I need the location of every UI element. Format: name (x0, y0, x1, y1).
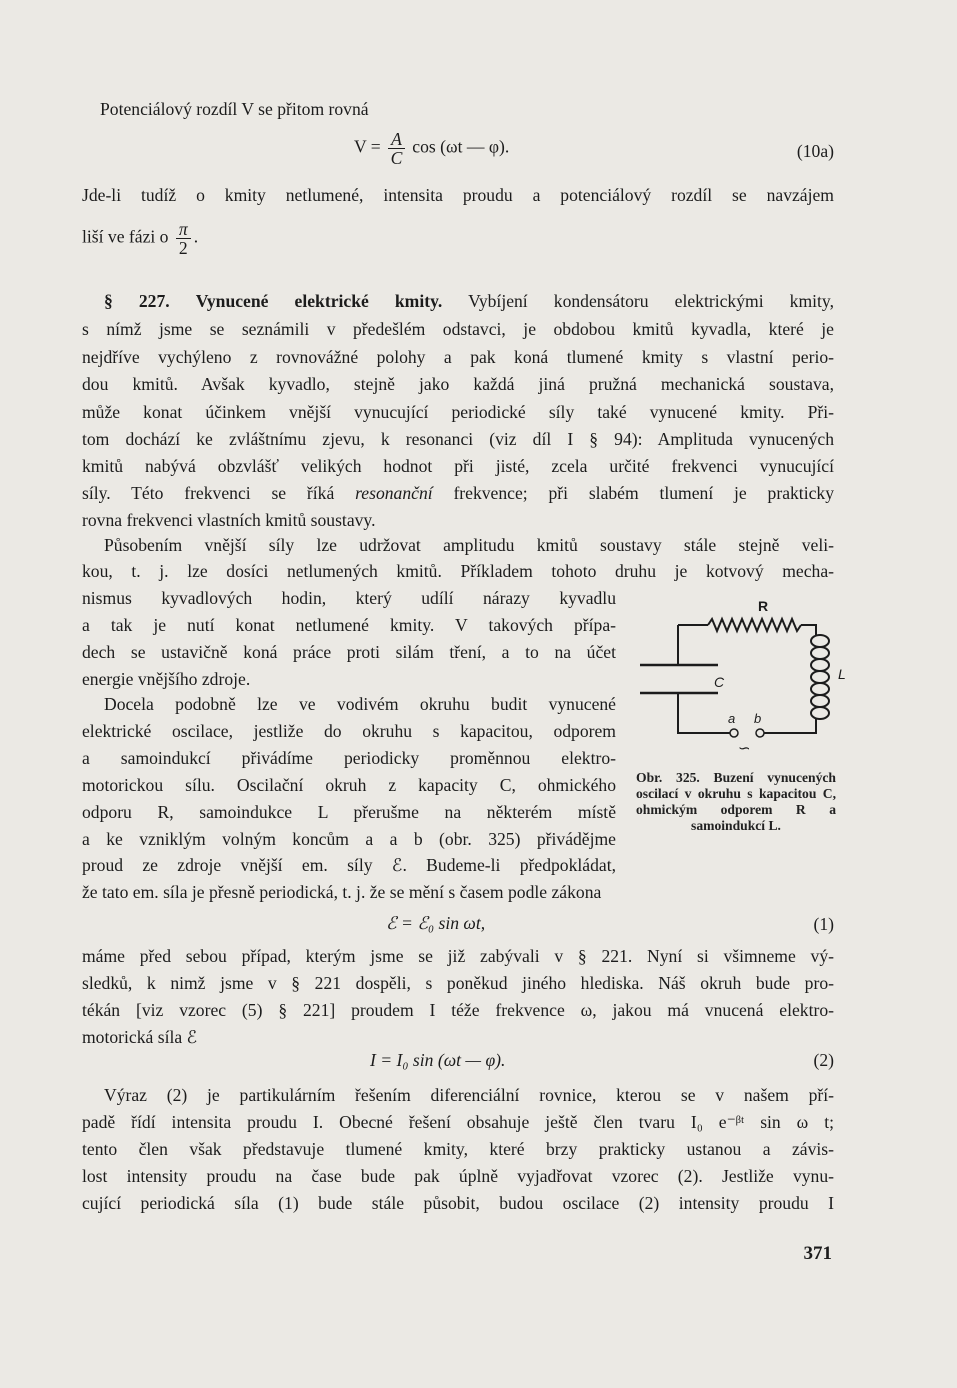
equation-number: (1) (813, 914, 834, 934)
label-a: a (728, 711, 736, 726)
text-fragment: . (193, 226, 199, 247)
text-line: energie vnějšího zdroje. (82, 669, 251, 689)
italic-term: resonanční (355, 483, 433, 503)
equation-10a (354, 130, 509, 167)
text-line: dech se ustavičně koná práce proti silám tření, a to na účet (82, 642, 616, 662)
label-L: L (838, 666, 846, 682)
text-line: a samoindukcí přivádíme periodicky proměnnou elektro- (82, 748, 616, 768)
text-line: cující periodická síla (1) bude stále působit, budou oscilace (2) intensity proudu I (82, 1193, 834, 1213)
text-line: tento člen však představuje tlumené kmity, které brzy prakticky ustanou a závis- (82, 1139, 834, 1159)
text-line: a ke vzniklým volným koncům a a b (obr. 325) přivádějme (82, 829, 616, 849)
page-number: 371 (803, 1243, 832, 1264)
text-line: rovna frekvenci vlastních kmitů soustavy. (82, 510, 376, 530)
label-R: R (758, 598, 769, 614)
section-heading-line (104, 289, 834, 313)
text-line: odporu R, samoindukce L přerušme na některém místě (82, 802, 616, 822)
equation-1: ℰ = ℰ₀ sin ωt, (386, 913, 486, 933)
text-fragment: síly. Této frekvenci se říká (82, 483, 335, 503)
text-line: motorická síla ℰ (82, 1027, 198, 1047)
text-line: padě řídí intensita proudu I. Obecné řešení obsahuje ještě člen tvaru I₀ e⁻ᵝᵗ sin ω t; (82, 1112, 834, 1132)
text-line (82, 481, 834, 505)
text-line: sledků, k nimž jsme v § 221 dospěli, s poněkud jiného hlediska. Náš okruh bude pro- (82, 973, 834, 993)
terminal-a (730, 729, 738, 737)
terminal-b (756, 729, 764, 737)
eq10a-lhs: V = (354, 136, 381, 157)
eq10a-denominator: C (390, 148, 403, 168)
inductor-coil (811, 635, 829, 719)
eq10a-numerator: A (388, 130, 405, 149)
eq10a-fraction (388, 130, 405, 167)
circuit-figure (640, 595, 850, 760)
text-line: kou, t. j. lze dosíci netlumených kmitů. Příkladem tohoto druhu je kotvový mecha- (82, 561, 834, 581)
eq10a-rhs: cos (ωt — φ). (412, 136, 510, 157)
text-line-fraction (82, 220, 198, 257)
text-line: že tato em. síla je přesně periodická, t. j. že se mění s časem podle zákona (82, 882, 602, 902)
resistor (708, 619, 801, 631)
text-line: motorickou sílu. Oscilační okruh z kapacity C, ohmického (82, 775, 616, 795)
text-line: s nímž jsme se seznámili v předešlém odstavci, je obdobou kmitů kyvadla, které je (82, 319, 834, 339)
label-C: C (714, 674, 725, 690)
text-fragment: frekvence; při slabém tlumení je prakticky (453, 483, 834, 503)
text-line: Potenciálový rozdíl V se přitom rovná (100, 99, 369, 119)
text-line: Působením vnější síly lze udržovat amplitudu kmitů soustavy stále stejně veli- (104, 535, 834, 555)
text-fragment: liší ve fázi o (82, 226, 169, 247)
fraction-denominator: 2 (178, 238, 188, 258)
text-line: kmitů nabývá obzvlášť velikých hodnot při jisté, zcela určité frekvenci vynucující (82, 456, 834, 476)
text-fragment: Vybíjení kondensátoru elektrickými kmity, (468, 291, 834, 311)
text-line: tékán [viz vzorec (5) § 221] proudem I téže frekvence ω, jakou má vnucená elektro- (82, 1000, 834, 1020)
equation-2: I = I₀ sin (ωt — φ). (370, 1050, 506, 1070)
text-line: Jde-li tudíž o kmity netlumené, intensita proudu a potenciálový rozdíl se navzájem (82, 185, 834, 205)
fraction-numerator: π (176, 220, 191, 239)
text-line: tom dochází ke zvláštnímu zjevu, k resonanci (viz díl I § 94): Amplituda vynucených (82, 429, 834, 449)
text-line: máme před sebou případ, kterým jsme se již zabývali v § 221. Nyní si všimneme vý- (82, 946, 834, 966)
figure-caption: Obr. 325. Buzení vynucených oscilací v okruhu s kapacitou C, ohmickým odporem R a samoindukcí L. (636, 770, 836, 833)
text-line: proud ze zdroje vnější em. síly ℰ. Budeme-li předpokládat, (82, 855, 616, 875)
text-line: nejdříve vychýleno z rovnovážné polohy a pak koná tlumené kmity s vlastní perio- (82, 347, 834, 367)
text-line: nismus kyvadlových hodin, který udílí nárazy kyvadlu (82, 588, 616, 608)
text-line: elektrické oscilace, jestliže do okruhu s kapacitou, odporem (82, 721, 616, 741)
pi-half-fraction (176, 220, 191, 257)
wire (801, 625, 816, 635)
text-line: může konat účinkem vnější vynucující periodické síly také vynucené kmity. Při- (82, 402, 834, 422)
text-line: dou kmitů. Avšak kyvadlo, stejně jako každá jiná pružná mechanická soustava, (82, 374, 834, 394)
text-line: a tak je nutí konat netlumené kmity. V takových přípa- (82, 615, 616, 635)
text-line: Výraz (2) je partikulárním řešením diferenciální rovnice, kterou se v našem pří- (104, 1085, 834, 1105)
wire (764, 719, 816, 733)
text-line: Docela podobně lze ve vodivém okruhu budit vynucené (104, 694, 616, 714)
section-title: Vynucené elektrické kmity. (195, 291, 443, 311)
section-number: § 227. (104, 291, 170, 311)
label-b: b (754, 711, 762, 726)
ac-source-icon: ∽ (738, 739, 751, 757)
equation-number: (10a) (796, 141, 834, 161)
text-line: lost intensity proudu na čase bude pak úplně vyjadřovat vzorec (2). Jestliže vynu- (82, 1166, 834, 1186)
wire (678, 693, 730, 733)
equation-number: (2) (813, 1050, 834, 1070)
